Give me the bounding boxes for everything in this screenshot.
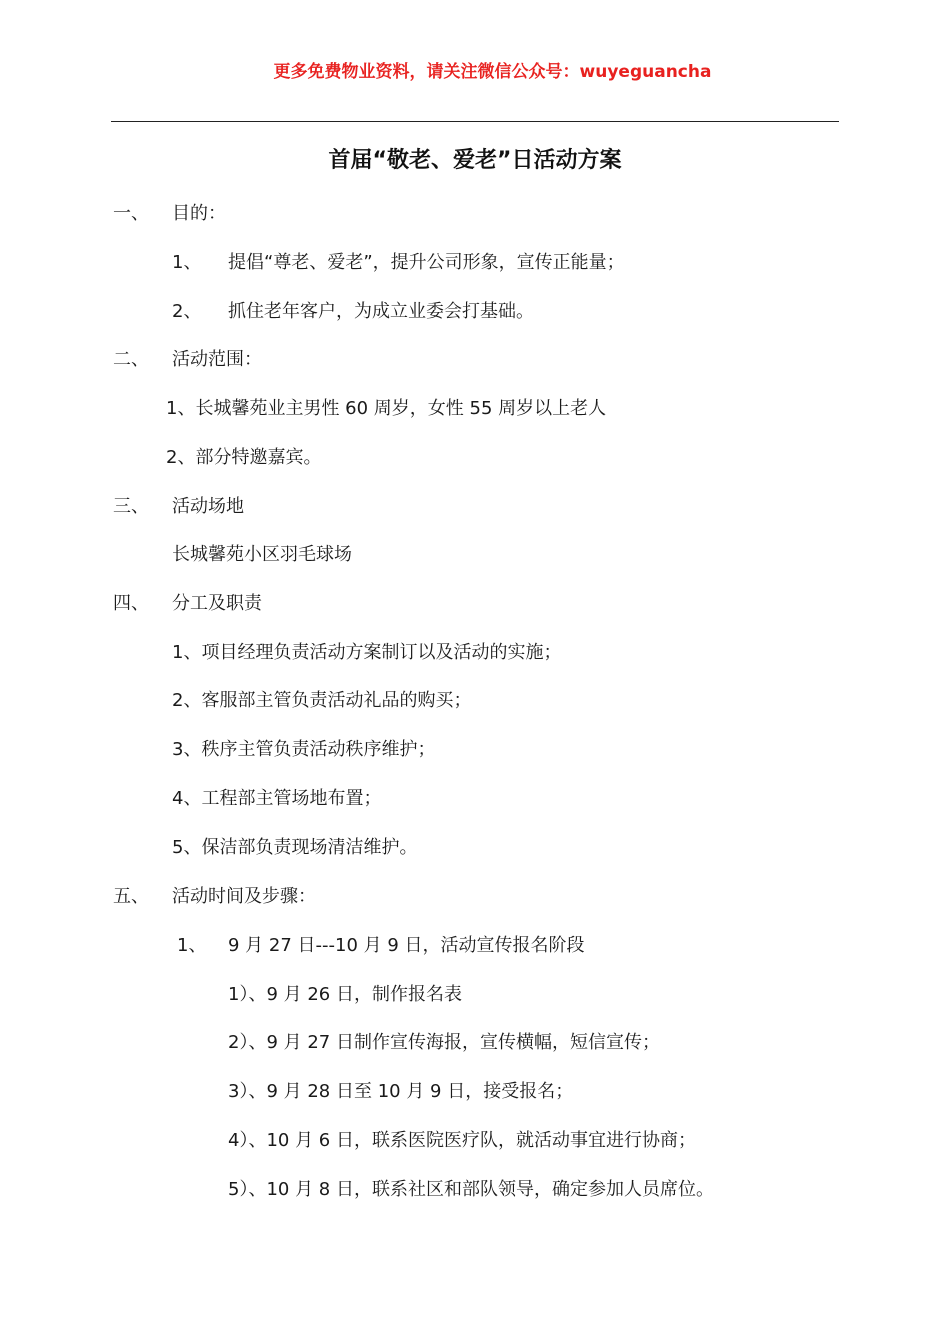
- section-4-heading: 分工及职责: [172, 593, 262, 614]
- section-2-number: 二、: [113, 349, 149, 370]
- section-4-line-5: 5、保洁部负责现场清洁维护。: [172, 837, 418, 858]
- section-5-number: 五、: [113, 886, 149, 907]
- section-2-line-1: 1、长城馨苑业主男性 60 周岁，女性 55 周岁以上老人: [166, 398, 607, 419]
- section-4-line-1: 1、项目经理负责活动方案制订以及活动的实施；: [172, 642, 562, 663]
- header-divider: [111, 121, 839, 122]
- section-1-item-1-text: 提倡“尊老、爱老”，提升公司形象，宣传正能量；: [228, 252, 625, 273]
- section-2-line-2: 2、部分特邀嘉宾。: [166, 447, 322, 468]
- section-5-item-1-text: 9 月 27 日---10 月 9 日，活动宣传报名阶段: [228, 935, 585, 956]
- section-1-item-1-number: 1、: [172, 252, 202, 273]
- section-3-heading: 活动场地: [172, 496, 244, 517]
- section-5-heading: 活动时间及步骤：: [172, 886, 316, 907]
- section-3-line-1: 长城馨苑小区羽毛球场: [172, 544, 352, 565]
- section-4-number: 四、: [113, 593, 149, 614]
- section-1-item-2-number: 2、: [172, 301, 202, 322]
- section-5-step-5: 5）、10 月 8 日，联系社区和部队领导，确定参加人员席位。: [228, 1179, 714, 1200]
- section-1-heading: 目的：: [172, 203, 226, 224]
- section-5-step-4: 4）、10 月 6 日，联系医院医疗队，就活动事宜进行协商；: [228, 1130, 696, 1151]
- section-3-number: 三、: [113, 496, 149, 517]
- section-5-step-1: 1）、9 月 26 日，制作报名表: [228, 984, 462, 1005]
- section-5-item-1-number: 1、: [177, 935, 207, 956]
- section-5-step-3: 3）、9 月 28 日至 10 月 9 日，接受报名；: [228, 1081, 574, 1102]
- promo-header: 更多免费物业资料，请关注微信公众号：wuyeguancha: [273, 62, 712, 82]
- section-1-item-2-text: 抓住老年客户，为成立业委会打基础。: [228, 301, 534, 322]
- section-5-step-2: 2）、9 月 27 日制作宣传海报，宣传横幅，短信宣传；: [228, 1032, 660, 1053]
- section-4-line-4: 4、工程部主管场地布置；: [172, 788, 382, 809]
- section-1-number: 一、: [113, 203, 149, 224]
- section-4-line-3: 3、秩序主管负责活动秩序维护；: [172, 739, 436, 760]
- section-2-heading: 活动范围：: [172, 349, 262, 370]
- section-4-line-2: 2、客服部主管负责活动礼品的购买；: [172, 690, 472, 711]
- document-title: 首届“敬老、爱老”日活动方案: [328, 148, 622, 173]
